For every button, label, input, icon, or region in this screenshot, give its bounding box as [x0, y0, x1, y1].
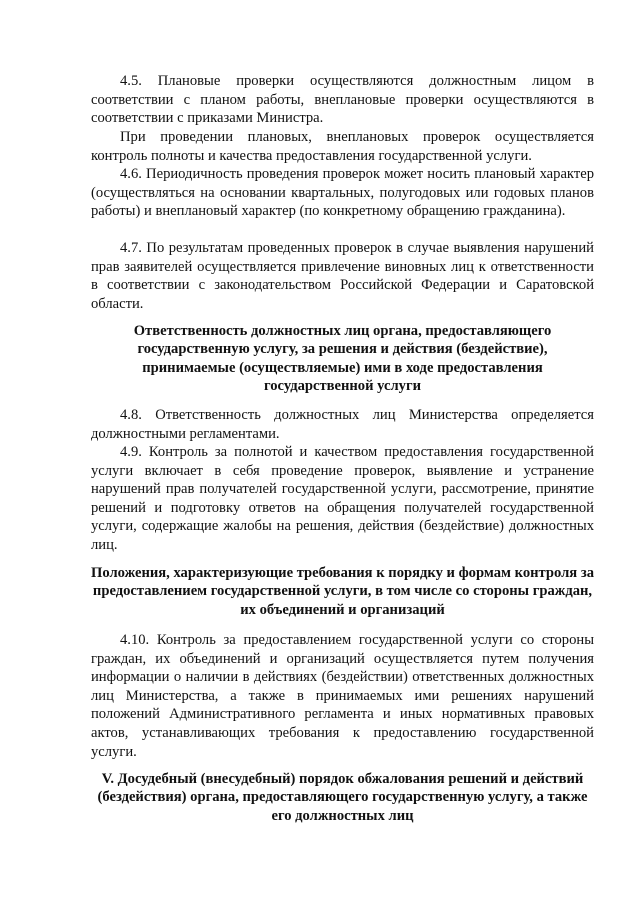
heading-line: контроля за предоставлением государственной услуги, в том [92, 565, 595, 600]
heading-line: числе со стороны граждан, их объединений и организаций [240, 583, 593, 618]
paragraph-4-10: 4.10. Контроль за предоставлением государственной услуги со стороны граждан, их объединений и организаций осуществляется путем получения информации о наличии в действиях (бездействии) ответственных должностных лиц Министерства, а также в принимаемых ими решениях нарушений положений Административного регламента и иных нормативных правовых актов, устанавливающих требования к предоставлению государственной услуги. [91, 632, 594, 760]
paragraph-4-5-continuation: При проведении плановых, внеплановых проверок осуществляется контроль полноты и качества предоставления государственной услуги. [91, 129, 594, 164]
paragraph-4-8: 4.8. Ответственность должностных лиц Министерства определяется должностными регламентами. [91, 407, 594, 442]
heading-responsibility [91, 322, 594, 396]
heading-line: государственную услугу, за решения и действия (бездействие), [137, 341, 548, 358]
paragraph-4-9: 4.9. Контроль за полнотой и качеством предоставления государственной услуги включает в себя проведение проверок, выявление и устранение нарушений прав получателей государственной услуги, рассмотрение, принятие решений и подготовку ответов на обращения получателей государственной услуги, содержащие жалобы на решения, действия (бездействие) должностных лиц. [91, 444, 594, 553]
heading-line: принимаемые (осуществляемые) ими в ходе предоставления [142, 359, 543, 376]
heading-line: Положения, характеризующие требования к порядку и формам [91, 565, 511, 581]
paragraph-4-5: 4.5. Плановые проверки осуществляются должностным лицом в соответствии с планом работы, внеплановые проверки осуществляются в соответствии с приказами Министра. [91, 73, 594, 127]
heading-line: V. Досудебный (внесудебный) порядок обжалования [101, 771, 445, 787]
heading-line: Ответственность должностных лиц органа, предоставляющего [133, 323, 552, 339]
paragraph-4-7: 4.7. По результатам проведенных проверок в случае выявления нарушений прав заявителей осуществляется привлечение виновных лиц к ответственности в соответствии с законодательством Российской Федерации и Саратовской области. [91, 240, 594, 312]
heading-requirements [91, 564, 594, 619]
heading-section-v [91, 770, 594, 825]
heading-line: государственную услугу, а также его должностных лиц [271, 789, 588, 824]
heading-line: государственной услуги [263, 378, 422, 395]
paragraph-4-6: 4.6. Периодичность проведения проверок может носить плановый характер (осуществляться на основании квартальных, полугодовых или годовых планов работы) и внеплановый характер (по конкретному обращению гражданина). [91, 166, 594, 220]
heading-line: решений и действий (бездействия) органа, предоставляющего [97, 771, 584, 806]
